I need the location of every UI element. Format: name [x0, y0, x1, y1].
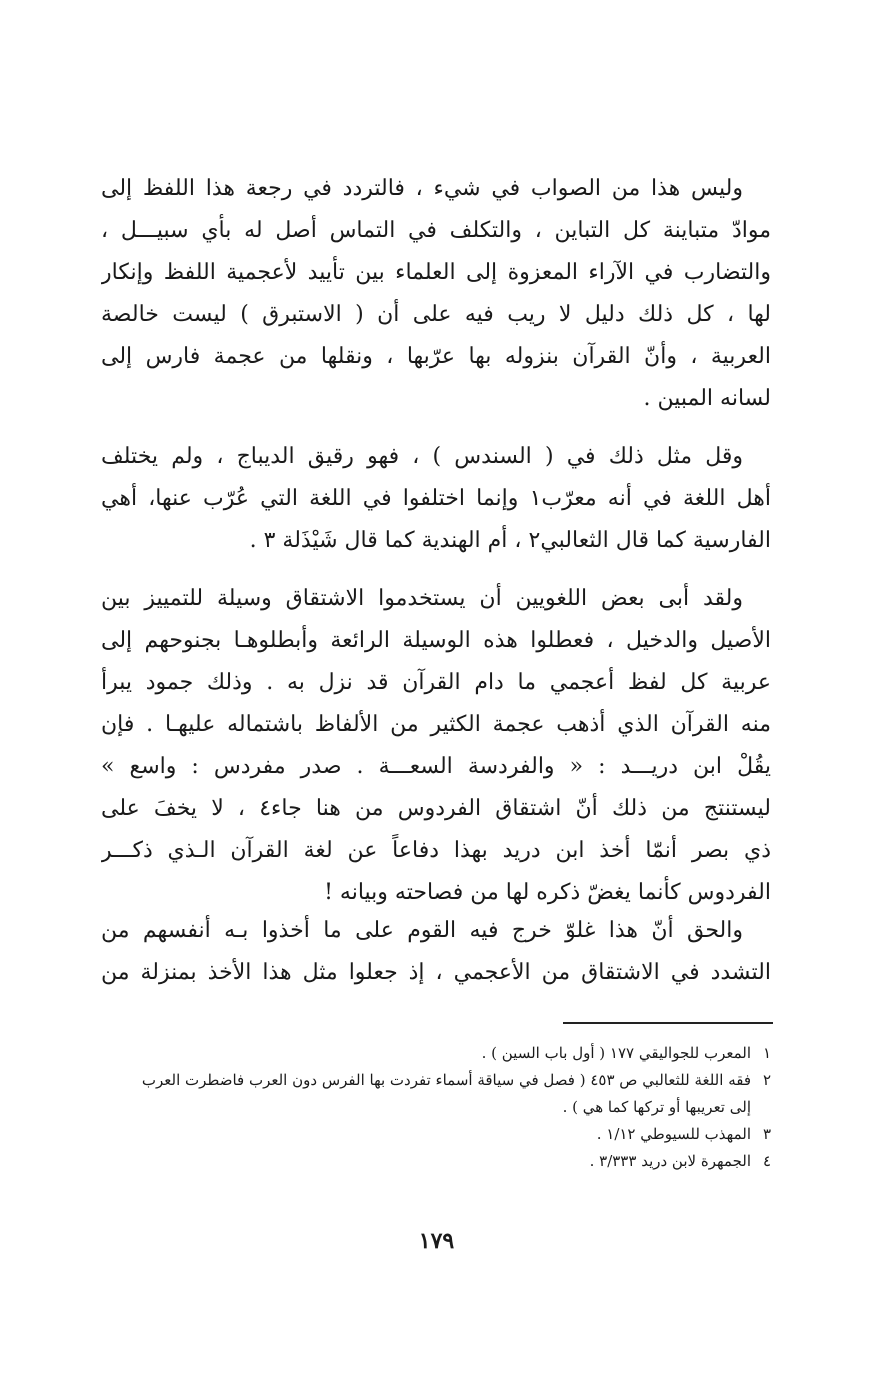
footnote-text: المعرب للجواليقي ١٧٧ ( أول باب السين ) .	[481, 1044, 751, 1062]
paragraph-4	[101, 910, 771, 994]
paragraph-3	[101, 578, 771, 914]
text-line: العربية ، وأنّ القرآن بنزوله بها عرّبها ، ونقلها من عجمة فارس إلى	[101, 344, 771, 369]
text-line: لسانه المبين .	[643, 386, 771, 411]
text-line: الأصيل والدخيل ، فعطلوا هذه الوسيلة الرائعة وأبطلوهـا بجنوحهم إلى	[101, 628, 771, 653]
text-line: يقُلْ ابن دريـــد : « والفردسة السعـــة . صدر مفردس : واسع »	[101, 754, 771, 779]
text-line: والحق أنّ هذا غلوّ خرج فيه القوم على ما أخذوا بـه أنفسهم من	[101, 918, 743, 943]
footnote-number: ٤	[762, 1152, 771, 1170]
footnotes	[101, 1040, 771, 1175]
footnote-text: فقه اللغة للثعالبي ص ٤٥٣ ( فصل في سياقة أسماء تفردت بها الفرس دون العرب فاضطرت العرب	[141, 1071, 751, 1089]
page-number: ١٧٩	[418, 1228, 455, 1254]
text-line: ذي بصر أنمّا أخذ ابن دريد بهذا دفاعاً عن لغة القرآن الـذي ذكـــر	[101, 838, 771, 863]
footnote-number: ١	[762, 1044, 771, 1062]
footnote-text: إلى تعريبها أو تركها كما هي ) .	[562, 1098, 751, 1116]
paragraph-2	[101, 436, 771, 562]
footnote-1	[101, 1040, 771, 1067]
text-line: وقل مثل ذلك في ( السندس ) ، فهو رقيق الديباج ، ولم يختلف	[101, 444, 743, 469]
text-line: الفارسية كما قال الثعالبي٢ ، أم الهندية كما قال شَيْذَلة ٣ .	[249, 528, 771, 553]
text-line: عربية كل لفظ أعجمي ما دام القرآن قد نزل به . وذلك جمود يبرأ	[101, 670, 771, 695]
footnote-2-continued	[101, 1094, 771, 1121]
footnote-4	[101, 1148, 771, 1175]
text-line: الفردوس كأنما يغضّ ذكره لها من فصاحته وبيانه !	[324, 880, 771, 905]
text-line: ليستنتج من ذلك أنّ اشتقاق الفردوس من هنا جاء٤ ، لا يخفَ على	[101, 796, 771, 821]
text-line: ولقد أبى بعض اللغويين أن يستخدموا الاشتقاق وسيلة للتمييز بين	[101, 586, 743, 611]
text-line: والتضارب في الآراء المعزوة إلى العلماء بين تأييد لأعجمية اللفظ وإنكار	[101, 260, 771, 285]
footnote-2	[101, 1067, 771, 1094]
text-line: التشدد في الاشتقاق من الأعجمي ، إذ جعلوا مثل هذا الأخذ بمنزلة من	[101, 960, 771, 985]
footnote-text: المهذب للسيوطي ١/١٢ .	[596, 1125, 751, 1143]
footnote-3	[101, 1121, 771, 1148]
footnote-number: ٣	[762, 1125, 771, 1143]
footnote-text: الجمهرة لابن دريد ٣/٣٣٣ .	[589, 1152, 751, 1170]
footnote-number: ٢	[762, 1071, 771, 1089]
paragraph-1	[101, 168, 771, 420]
text-line: لها ، كل ذلك دليل لا ريب فيه على أن ( الاستبرق ) ليست خالصة	[101, 302, 771, 327]
text-line: موادّ متباينة كل التباين ، والتكلف في التماس أصل له بأي سبيـــل ،	[101, 218, 771, 243]
text-line: منه القرآن الذي أذهب عجمة الكثير من الألفاظ باشتماله عليهـا . فإن	[101, 712, 771, 737]
text-line: وليس هذا من الصواب في شيء ، فالتردد في رجعة هذا اللفظ إلى	[101, 176, 743, 201]
text-line: أهل اللغة في أنه معرّب١ وإنما اختلفوا في اللغة التي عُرّب عنها، أهي	[101, 486, 771, 511]
footnote-separator	[563, 1022, 773, 1024]
